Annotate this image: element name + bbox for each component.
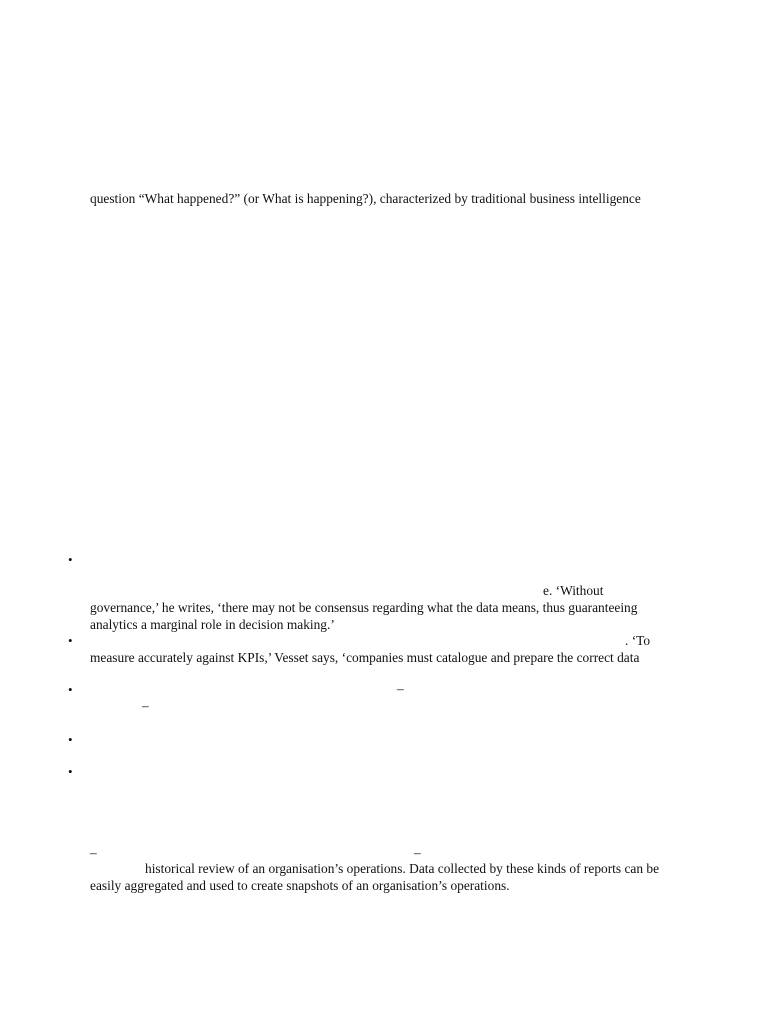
bullet-marker-3: • — [68, 682, 73, 697]
bullet-3-dash-2: – — [142, 698, 149, 713]
bullet-1-line-2: governance,’ he writes, ‘there may not be consensus regarding what the data means, thus guaranteeing — [90, 600, 638, 615]
bullet-marker-5: • — [68, 764, 73, 779]
closing-dash-1: – — [90, 845, 97, 860]
bullet-2-line-1: . ‘To — [625, 633, 651, 648]
bullet-1-line-1: e. ‘Without — [543, 583, 604, 598]
closing-paragraph-line-3: easily aggregated and used to create snapshots of an organisation’s operations. — [90, 878, 510, 893]
bullet-marker-2: • — [68, 633, 73, 648]
bullet-2-line-2: measure accurately against KPIs,’ Vesset says, ‘companies must catalogue and prepare the correct data — [90, 650, 640, 665]
bullet-3-dash-1: – — [397, 681, 404, 696]
bullet-marker-1: • — [68, 552, 73, 567]
bullet-marker-4: • — [68, 732, 73, 747]
bullet-1-line-3: analytics a marginal role in decision making.’ — [90, 617, 335, 632]
intro-paragraph-line: question “What happened?” (or What is happening?), characterized by traditional business intelligence — [90, 191, 641, 206]
closing-paragraph-line-2: historical review of an organisation’s operations. Data collected by these kinds of reports can be — [145, 861, 660, 876]
closing-dash-2: – — [414, 845, 421, 860]
